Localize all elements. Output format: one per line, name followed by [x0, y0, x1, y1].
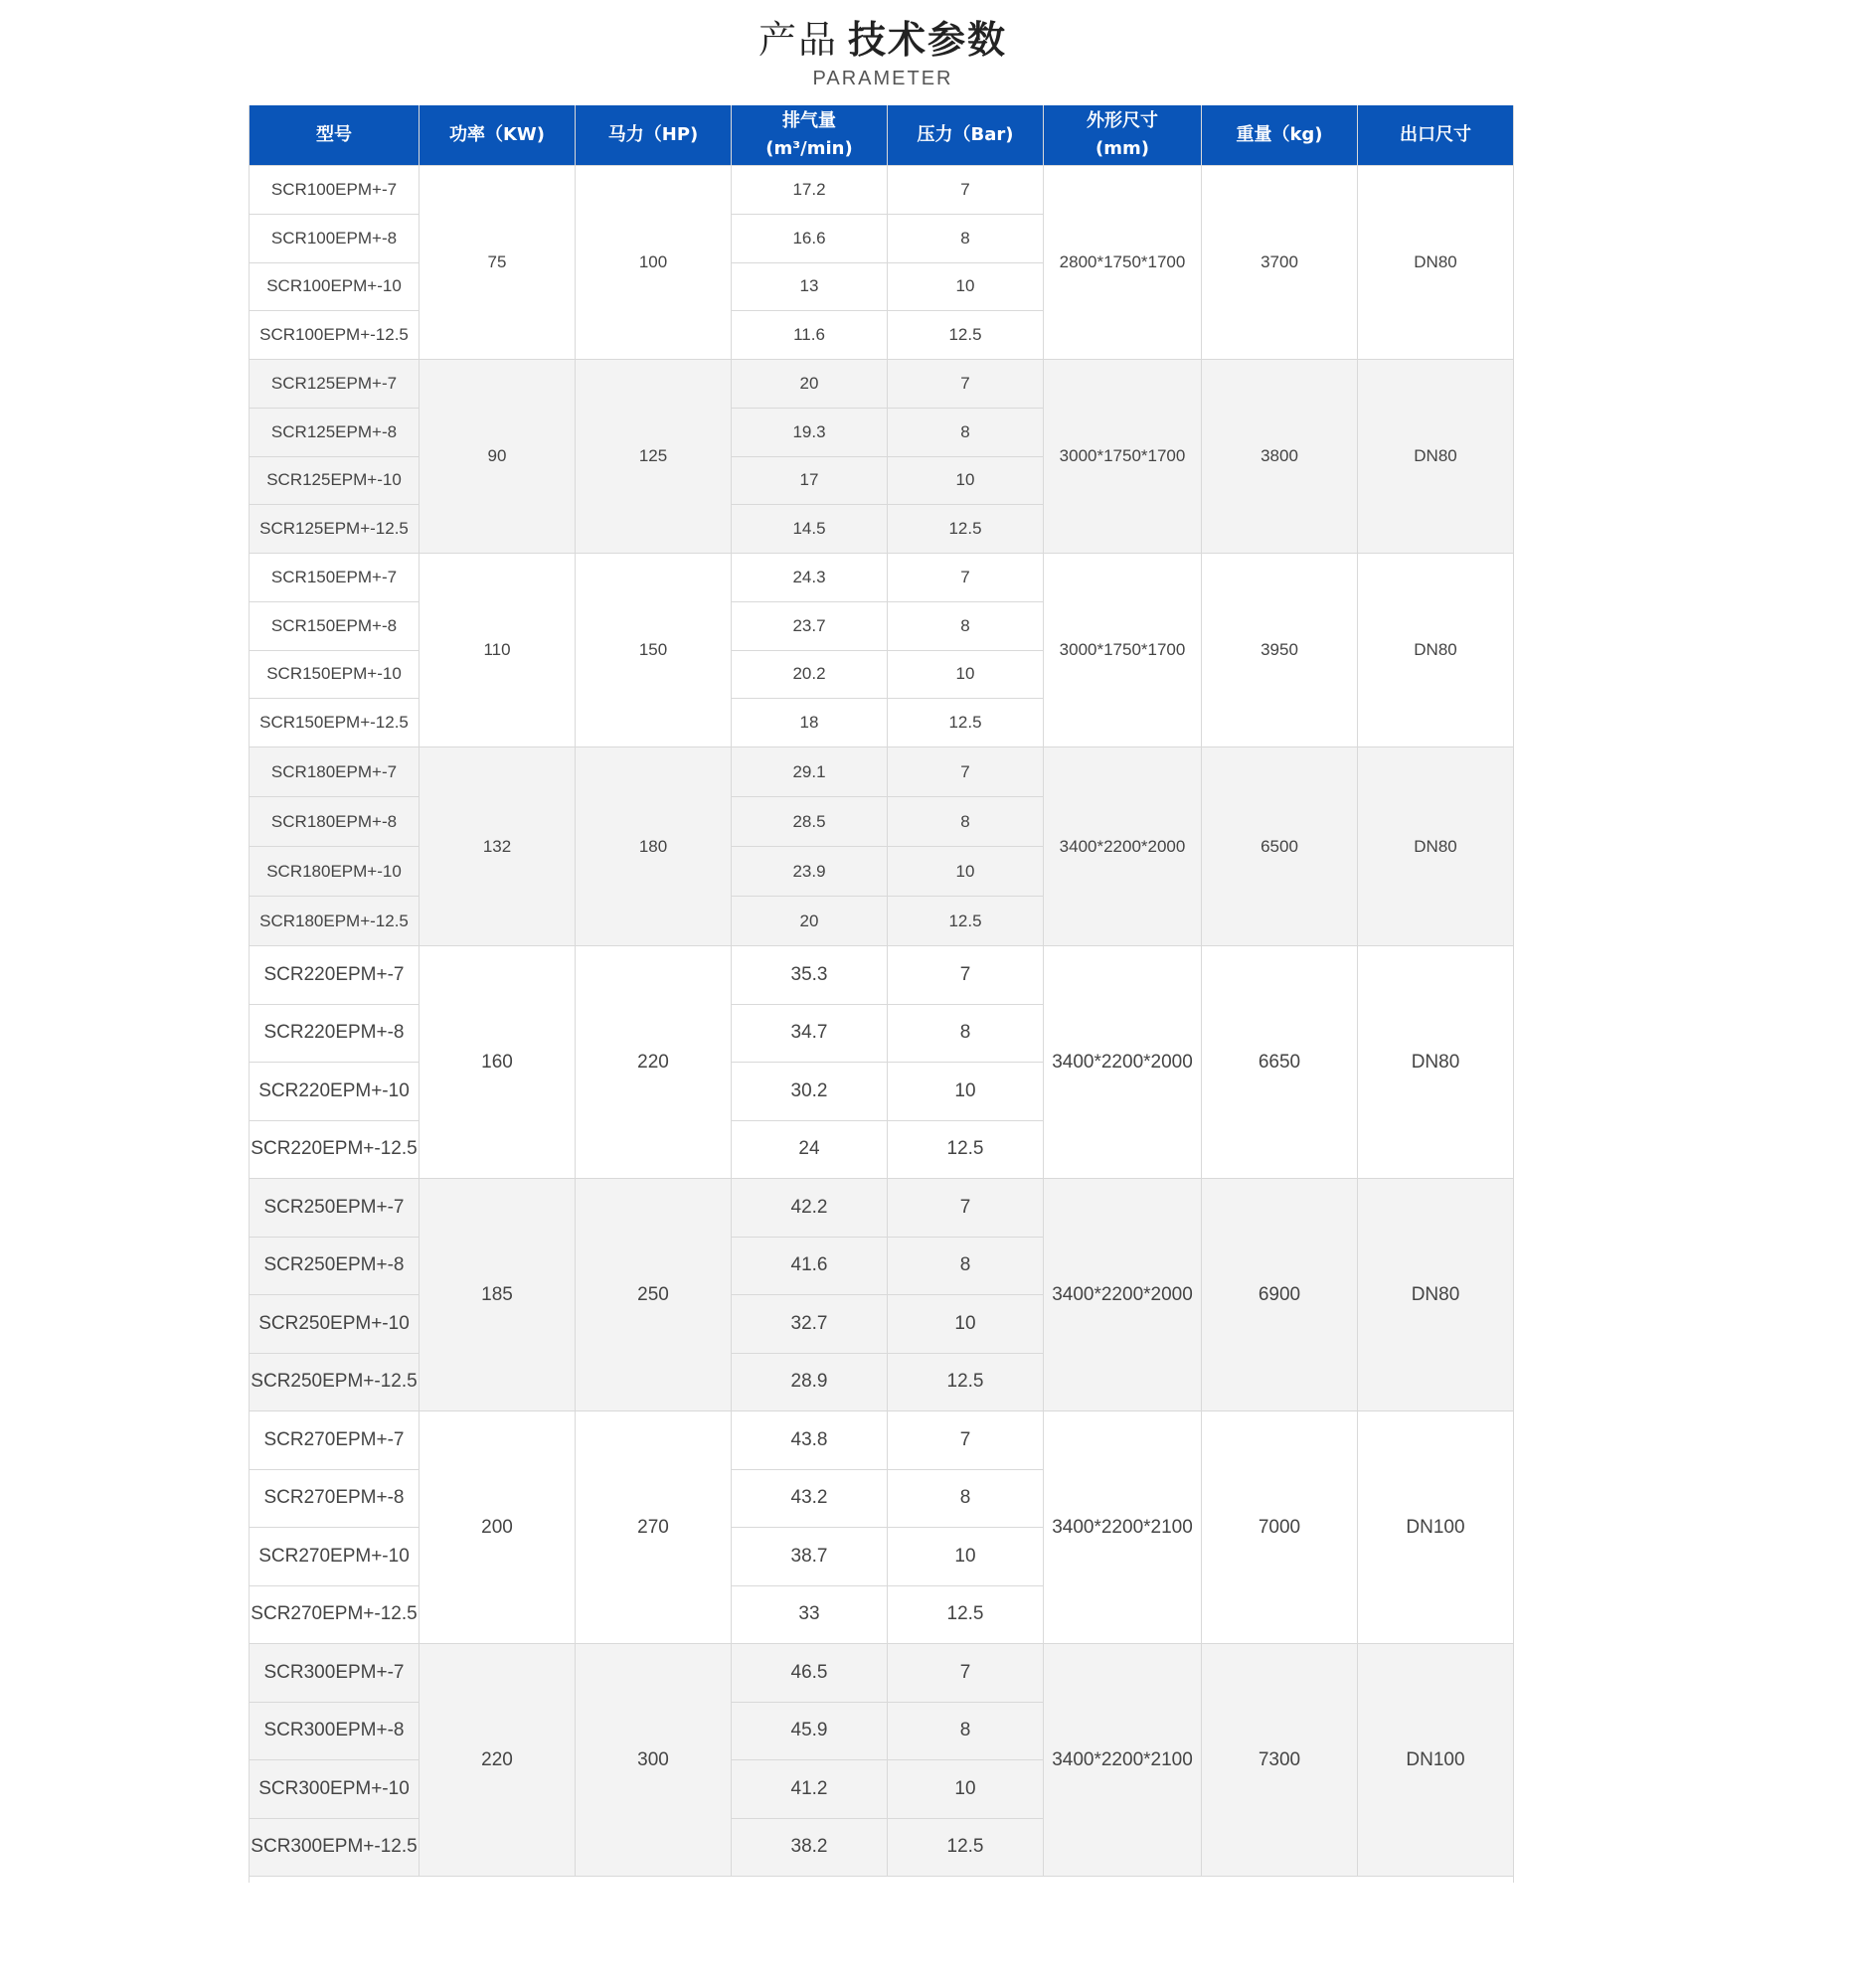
displacement-cell: 41.2 — [732, 1760, 888, 1819]
model-cell: SCR220EPM+-8 — [250, 1004, 420, 1063]
displacement-cell: 14.5 — [732, 505, 888, 554]
displacement-cell: 35.3 — [732, 946, 888, 1005]
column-header: 压力（Bar) — [888, 105, 1044, 166]
displacement-cell: 29.1 — [732, 747, 888, 797]
dimensions-cell: 3000*1750*1700 — [1044, 554, 1202, 747]
model-cell: SCR250EPM+-10 — [250, 1295, 420, 1354]
model-cell: SCR300EPM+-12.5 — [250, 1818, 420, 1877]
pressure-cell: 10 — [888, 1760, 1044, 1819]
displacement-cell: 13 — [732, 262, 888, 311]
dimensions-cell: 3000*1750*1700 — [1044, 360, 1202, 554]
model-cell: SCR150EPM+-12.5 — [250, 699, 420, 747]
displacement-cell: 45.9 — [732, 1702, 888, 1760]
horsepower-cell: 125 — [576, 360, 732, 554]
power-kw-cell: 185 — [420, 1179, 576, 1411]
parameter-table-container — [249, 105, 1513, 1883]
parameter-table — [249, 105, 1514, 1883]
displacement-cell: 43.8 — [732, 1411, 888, 1470]
pressure-cell: 7 — [888, 360, 1044, 409]
displacement-cell: 16.6 — [732, 214, 888, 262]
weight-cell: 6900 — [1202, 1179, 1358, 1411]
pressure-cell: 8 — [888, 1702, 1044, 1760]
power-kw-cell: 220 — [420, 1644, 576, 1877]
pressure-cell: 7 — [888, 1179, 1044, 1238]
model-cell: SCR100EPM+-7 — [250, 166, 420, 215]
displacement-cell: 23.7 — [732, 601, 888, 650]
model-cell: SCR100EPM+-12.5 — [250, 311, 420, 360]
weight-cell: 6650 — [1202, 946, 1358, 1179]
displacement-cell: 20 — [732, 360, 888, 409]
power-kw-cell: 75 — [420, 166, 576, 360]
pressure-cell: 10 — [888, 456, 1044, 505]
displacement-cell: 24 — [732, 1120, 888, 1179]
power-kw-cell: 160 — [420, 946, 576, 1179]
footer-spacer — [250, 1877, 1514, 1884]
pressure-cell: 10 — [888, 262, 1044, 311]
table-row — [250, 1179, 1514, 1238]
table-row — [250, 1644, 1514, 1703]
displacement-cell: 20.2 — [732, 650, 888, 699]
pressure-cell: 10 — [888, 847, 1044, 897]
group-7 — [250, 1644, 1514, 1877]
power-kw-cell: 90 — [420, 360, 576, 554]
displacement-cell: 19.3 — [732, 408, 888, 456]
outlet-cell: DN80 — [1358, 554, 1514, 747]
displacement-cell: 30.2 — [732, 1063, 888, 1121]
pressure-cell: 12.5 — [888, 505, 1044, 554]
page-subtitle: PARAMETER — [812, 68, 953, 89]
model-cell: SCR220EPM+-10 — [250, 1063, 420, 1121]
outlet-cell: DN80 — [1358, 360, 1514, 554]
pressure-cell: 10 — [888, 1063, 1044, 1121]
pressure-cell: 7 — [888, 747, 1044, 797]
model-cell: SCR125EPM+-10 — [250, 456, 420, 505]
model-cell: SCR180EPM+-12.5 — [250, 897, 420, 946]
weight-cell: 7300 — [1202, 1644, 1358, 1877]
displacement-cell: 24.3 — [732, 554, 888, 602]
displacement-cell: 43.2 — [732, 1469, 888, 1528]
header-row — [250, 105, 1514, 166]
model-cell: SCR150EPM+-7 — [250, 554, 420, 602]
model-cell: SCR300EPM+-7 — [250, 1644, 420, 1703]
displacement-cell: 28.9 — [732, 1353, 888, 1411]
model-cell: SCR180EPM+-7 — [250, 747, 420, 797]
pressure-cell: 7 — [888, 554, 1044, 602]
horsepower-cell: 300 — [576, 1644, 732, 1877]
pressure-cell: 7 — [888, 946, 1044, 1005]
weight-cell: 3700 — [1202, 166, 1358, 360]
pressure-cell: 8 — [888, 601, 1044, 650]
table-row — [250, 946, 1514, 1005]
displacement-cell: 34.7 — [732, 1004, 888, 1063]
displacement-cell: 41.6 — [732, 1237, 888, 1295]
outlet-cell: DN80 — [1358, 747, 1514, 946]
column-header: 重量（kg) — [1202, 105, 1358, 166]
pressure-cell: 8 — [888, 797, 1044, 847]
horsepower-cell: 180 — [576, 747, 732, 946]
weight-cell: 7000 — [1202, 1411, 1358, 1644]
group-0 — [250, 166, 1514, 360]
weight-cell: 6500 — [1202, 747, 1358, 946]
table-row — [250, 360, 1514, 409]
outlet-cell: DN100 — [1358, 1644, 1514, 1877]
displacement-cell: 38.7 — [732, 1528, 888, 1586]
model-cell: SCR125EPM+-8 — [250, 408, 420, 456]
dimensions-cell: 3400*2200*2100 — [1044, 1411, 1202, 1644]
displacement-cell: 46.5 — [732, 1644, 888, 1703]
power-kw-cell: 200 — [420, 1411, 576, 1644]
model-cell: SCR125EPM+-7 — [250, 360, 420, 409]
power-kw-cell: 110 — [420, 554, 576, 747]
displacement-cell: 38.2 — [732, 1818, 888, 1877]
displacement-cell: 42.2 — [732, 1179, 888, 1238]
title-light-text: 产品 — [757, 18, 838, 62]
model-cell: SCR250EPM+-12.5 — [250, 1353, 420, 1411]
outlet-cell: DN80 — [1358, 946, 1514, 1179]
dimensions-cell: 3400*2200*2000 — [1044, 946, 1202, 1179]
outlet-cell: DN80 — [1358, 1179, 1514, 1411]
pressure-cell: 12.5 — [888, 1120, 1044, 1179]
pressure-cell: 12.5 — [888, 1353, 1044, 1411]
horsepower-cell: 250 — [576, 1179, 732, 1411]
pressure-cell: 8 — [888, 1237, 1044, 1295]
column-header: 型号 — [250, 105, 420, 166]
pressure-cell: 12.5 — [888, 1818, 1044, 1877]
table-row — [250, 747, 1514, 797]
group-4 — [250, 946, 1514, 1179]
model-cell: SCR150EPM+-8 — [250, 601, 420, 650]
pressure-cell: 10 — [888, 650, 1044, 699]
page-title — [0, 16, 1766, 64]
table-footer — [250, 1877, 1514, 1884]
model-cell: SCR270EPM+-10 — [250, 1528, 420, 1586]
outlet-cell: DN80 — [1358, 166, 1514, 360]
horsepower-cell: 150 — [576, 554, 732, 747]
horsepower-cell: 270 — [576, 1411, 732, 1644]
table-row — [250, 554, 1514, 602]
model-cell: SCR250EPM+-8 — [250, 1237, 420, 1295]
group-6 — [250, 1411, 1514, 1644]
model-cell: SCR270EPM+-7 — [250, 1411, 420, 1470]
weight-cell: 3950 — [1202, 554, 1358, 747]
model-cell: SCR220EPM+-7 — [250, 946, 420, 1005]
column-header: 功率（KW) — [420, 105, 576, 166]
pressure-cell: 10 — [888, 1295, 1044, 1354]
pressure-cell: 12.5 — [888, 699, 1044, 747]
displacement-cell: 18 — [732, 699, 888, 747]
model-cell: SCR300EPM+-8 — [250, 1702, 420, 1760]
model-cell: SCR180EPM+-8 — [250, 797, 420, 847]
column-header: 出口尺寸 — [1358, 105, 1514, 166]
pressure-cell: 12.5 — [888, 311, 1044, 360]
group-5 — [250, 1179, 1514, 1411]
page-header — [0, 16, 1766, 91]
table-row — [250, 1411, 1514, 1470]
column-header: 马力（HP) — [576, 105, 732, 166]
horsepower-cell: 100 — [576, 166, 732, 360]
table-header — [250, 105, 1514, 166]
pressure-cell: 8 — [888, 408, 1044, 456]
model-cell: SCR300EPM+-10 — [250, 1760, 420, 1819]
group-2 — [250, 554, 1514, 747]
pressure-cell: 8 — [888, 1469, 1044, 1528]
group-3 — [250, 747, 1514, 946]
group-1 — [250, 360, 1514, 554]
displacement-cell: 33 — [732, 1585, 888, 1644]
model-cell: SCR250EPM+-7 — [250, 1179, 420, 1238]
dimensions-cell: 2800*1750*1700 — [1044, 166, 1202, 360]
model-cell: SCR125EPM+-12.5 — [250, 505, 420, 554]
dimensions-cell: 3400*2200*2100 — [1044, 1644, 1202, 1877]
outlet-cell: DN100 — [1358, 1411, 1514, 1644]
column-header: 排气量 (m³/min) — [732, 105, 888, 166]
model-cell: SCR270EPM+-12.5 — [250, 1585, 420, 1644]
displacement-cell: 17 — [732, 456, 888, 505]
title-bold-text: 技术参数 — [848, 18, 1008, 62]
displacement-cell: 17.2 — [732, 166, 888, 215]
model-cell: SCR180EPM+-10 — [250, 847, 420, 897]
model-cell: SCR100EPM+-10 — [250, 262, 420, 311]
displacement-cell: 11.6 — [732, 311, 888, 360]
displacement-cell: 20 — [732, 897, 888, 946]
displacement-cell: 32.7 — [732, 1295, 888, 1354]
pressure-cell: 8 — [888, 214, 1044, 262]
table-row — [250, 166, 1514, 215]
displacement-cell: 28.5 — [732, 797, 888, 847]
model-cell: SCR220EPM+-12.5 — [250, 1120, 420, 1179]
model-cell: SCR270EPM+-8 — [250, 1469, 420, 1528]
pressure-cell: 12.5 — [888, 1585, 1044, 1644]
dimensions-cell: 3400*2200*2000 — [1044, 747, 1202, 946]
model-cell: SCR150EPM+-10 — [250, 650, 420, 699]
model-cell: SCR100EPM+-8 — [250, 214, 420, 262]
pressure-cell: 7 — [888, 1411, 1044, 1470]
pressure-cell: 12.5 — [888, 897, 1044, 946]
horsepower-cell: 220 — [576, 946, 732, 1179]
dimensions-cell: 3400*2200*2000 — [1044, 1179, 1202, 1411]
displacement-cell: 23.9 — [732, 847, 888, 897]
column-header: 外形尺寸 (mm) — [1044, 105, 1202, 166]
weight-cell: 3800 — [1202, 360, 1358, 554]
pressure-cell: 10 — [888, 1528, 1044, 1586]
pressure-cell: 7 — [888, 1644, 1044, 1703]
power-kw-cell: 132 — [420, 747, 576, 946]
pressure-cell: 8 — [888, 1004, 1044, 1063]
pressure-cell: 7 — [888, 166, 1044, 215]
